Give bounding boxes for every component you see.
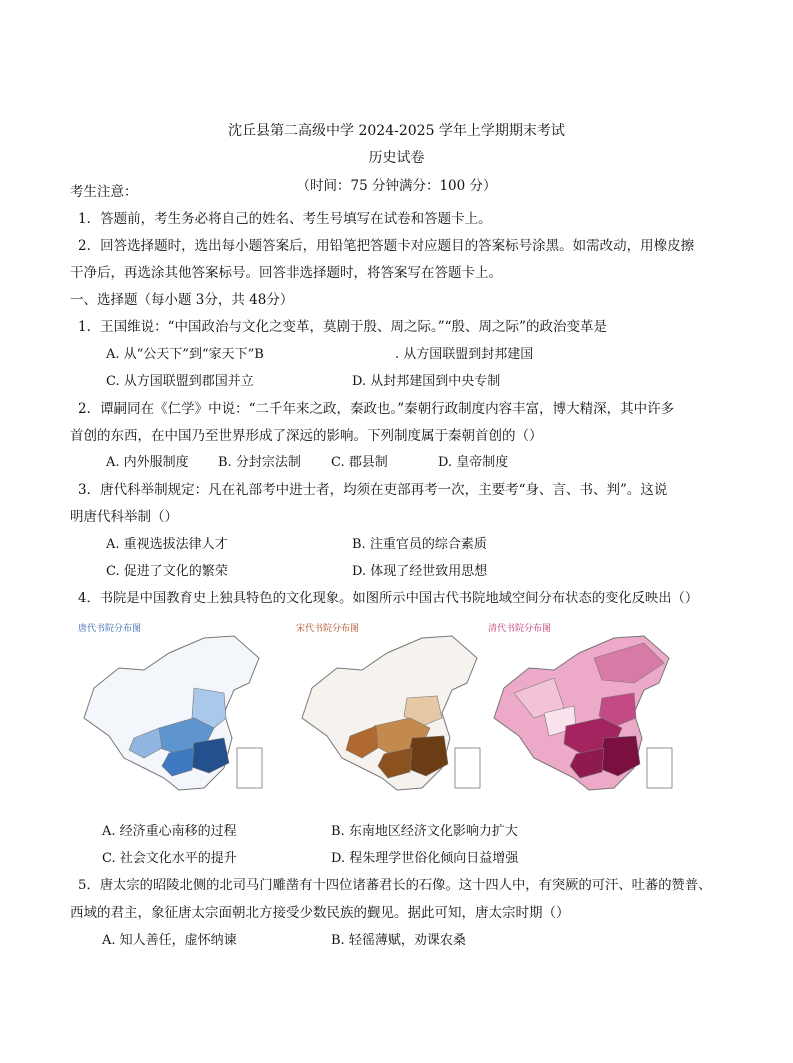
q1-option-b: . 从方国联盟到封邦建国 <box>395 347 534 362</box>
q3-option-c: C. 促进了文化的繁荣 <box>106 564 228 579</box>
q1-option-c: C. 从方国联盟到郡国并立 <box>106 374 254 389</box>
q5-option-b: B. 轻徭薄赋，劝课农桑 <box>331 933 466 948</box>
q2-stem-1: 2．谭嗣同在《仁学》中说：“二千年来之政，秦政也。”秦朝行政制度内容丰富，博大精深，其中许多 <box>78 401 675 417</box>
q2-option-c: C. 郡县制 <box>331 455 388 470</box>
exam-subject: 历史试卷 <box>368 150 425 166</box>
q2-option-d: D. 皇帝制度 <box>438 455 509 470</box>
exam-title: 沈丘县第二高级中学 2024-2025 学年上学期期末考试 <box>228 123 565 139</box>
tang-academy-map <box>74 618 267 798</box>
section-heading: 一、选择题（每小题 3分，共 48分） <box>70 292 294 308</box>
q4-option-c: C. 社会文化水平的提升 <box>102 851 237 866</box>
q2-option-b: B. 分封宗法制 <box>218 455 301 470</box>
q4-option-d: D. 程朱理学世俗化倾向日益增强 <box>331 851 519 866</box>
qing-academy-map <box>484 618 677 798</box>
q1-option-a: A. 从“公天下”到“家天下”B <box>106 347 264 362</box>
notice-item-2b: 干净后，再选涂其他答案标号。回答非选择题时，将答案写在答题卡上。 <box>70 265 502 281</box>
q4-option-a: A. 经济重心南移的过程 <box>102 824 237 839</box>
q5-stem-1: 5．唐太宗的昭陵北侧的北司马门雕凿有十四位诸蕃君长的石像。这十四人中，有突厥的可汗、吐蕃的赞普、 <box>78 878 712 893</box>
q1-option-d: D. 从封邦建国到中央专制 <box>352 374 501 389</box>
q4-stem: 4．书院是中国教育史上独具特色的文化现象。如图所示中国古代书院地域空间分布状态的变化反映出（） <box>78 591 699 606</box>
q1-stem: 1．王国维说：“中国政治与文化之变革，莫剧于殷、周之际。”“殷、周之际”的政治变革是 <box>78 319 607 335</box>
q3-option-a: A. 重视选拔法律人才 <box>106 537 228 552</box>
q3-option-b: B. 注重官员的综合素质 <box>352 537 487 552</box>
q2-stem-2: 首创的东西，在中国乃至世界形成了深远的影响。下列制度属于秦朝首创的（） <box>70 428 543 444</box>
q4-option-b: B. 东南地区经济文化影响力扩大 <box>331 824 518 839</box>
notice-item-2a: 2．回答选择题时，选出每小题答案后，用铅笔把答题卡对应题目的答案标号涂黑。如需改动，用橡皮擦 <box>78 238 695 254</box>
q2-option-a: A. 内外服制度 <box>106 455 189 470</box>
q3-option-d: D. 体现了经世致用思想 <box>352 564 488 579</box>
q5-stem-2: 西域的君主，象征唐太宗面朝北方接受少数民族的觐见。据此可知，唐太宗时期（） <box>70 905 570 921</box>
song-academy-map <box>292 618 485 798</box>
tang-map-title: 唐代书院分布图 <box>78 624 142 634</box>
q3-stem-1: 3．唐代科举制规定：凡在礼部考中进士者，均须在吏部再考一次，主要考“身、言、书、判”。这说 <box>78 482 668 498</box>
song-map-title: 宋代书院分布图 <box>296 624 360 634</box>
exam-time: （时间：75 分钟满分：100 分） <box>296 178 497 194</box>
notice-heading: 考生注意： <box>70 184 138 200</box>
q3-stem-2: 明唐代科举制（） <box>70 509 178 525</box>
q5-option-a: A. 知人善任，虚怀纳谏 <box>102 933 237 948</box>
notice-item-1: 1．答题前，考生务必将自己的姓名、考生号填写在试卷和答题卡上。 <box>78 211 492 227</box>
qing-map-title: 清代书院分布图 <box>488 624 552 634</box>
